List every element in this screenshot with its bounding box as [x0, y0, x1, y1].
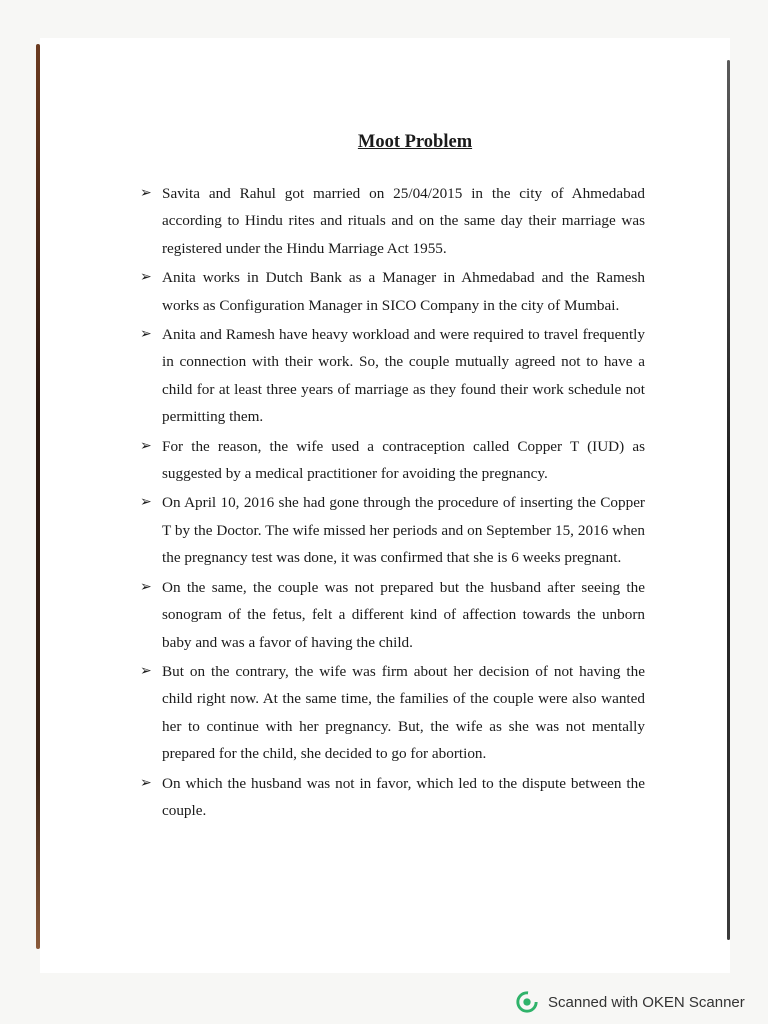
list-item-text: On April 10, 2016 she had gone through the procedure of inserting the Copper T by the Doctor. The wife missed her periods and on September 15, 2016 when the pregnancy test was done, it was confirmed that she is 6 weeks pregnant. — [162, 494, 645, 567]
arrow-bullet-icon: ➢ — [140, 438, 152, 454]
arrow-bullet-icon: ➢ — [140, 775, 152, 791]
list-item-text: On which the husband was not in favor, which led to the dispute between the couple. — [162, 774, 645, 819]
document-title: Moot Problem — [357, 132, 473, 152]
list-item — [140, 489, 645, 571]
list-item — [140, 770, 645, 825]
list-item — [140, 321, 645, 431]
list-item — [140, 264, 645, 319]
page-edge-right — [727, 60, 730, 940]
watermark-text: Scanned with OKEN Scanner — [548, 993, 745, 1011]
list-item — [140, 574, 645, 656]
list-item — [140, 433, 645, 488]
list-item — [140, 658, 645, 768]
list-item-text: Savita and Rahul got married on 25/04/2015 in the city of Ahmedabad according to Hindu rites and rituals and on the same day their marriage was registered under the Hindu Marriage Act 1955. — [162, 185, 645, 257]
problem-list — [140, 180, 645, 826]
arrow-bullet-icon: ➢ — [140, 327, 152, 343]
arrow-bullet-icon: ➢ — [140, 663, 152, 679]
page-edge-left — [36, 44, 40, 949]
arrow-bullet-icon: ➢ — [140, 186, 152, 201]
list-item-text: But on the contrary, the wife was firm about her decision of not having the child right now. At the same time, the families of the couple were also wanted her to continue with her pregnancy. But, the wife as she was not mentally prepared for the child, she decided to go for abortion. — [162, 662, 645, 763]
list-item-text: Anita works in Dutch Bank as a Manager in Ahmedabad and the Ramesh works as Configuration Manager in SICO Company in the city of Mumbai. — [162, 269, 645, 314]
arrow-bullet-icon: ➢ — [140, 579, 152, 595]
oken-scanner-logo-icon — [516, 991, 538, 1013]
list-item — [140, 180, 645, 262]
list-item-text: For the reason, the wife used a contraception called Copper T (IUD) as suggested by a medical practitioner for avoiding the pregnancy. — [162, 437, 645, 483]
list-item-text: On the same, the couple was not prepared but the husband after seeing the sonogram of the fetus, felt a different kind of affection towards the unborn baby and was a favor of having the child. — [162, 578, 645, 651]
arrow-bullet-icon: ➢ — [140, 270, 152, 286]
scanner-watermark — [516, 990, 745, 1014]
list-item-text: Anita and Ramesh have heavy workload and were required to travel frequently in connection with their work. So, the couple mutually agreed not to have a child for at least three years of marriage as they found their work schedule not permitting them. — [162, 326, 645, 426]
arrow-bullet-icon: ➢ — [140, 495, 152, 511]
